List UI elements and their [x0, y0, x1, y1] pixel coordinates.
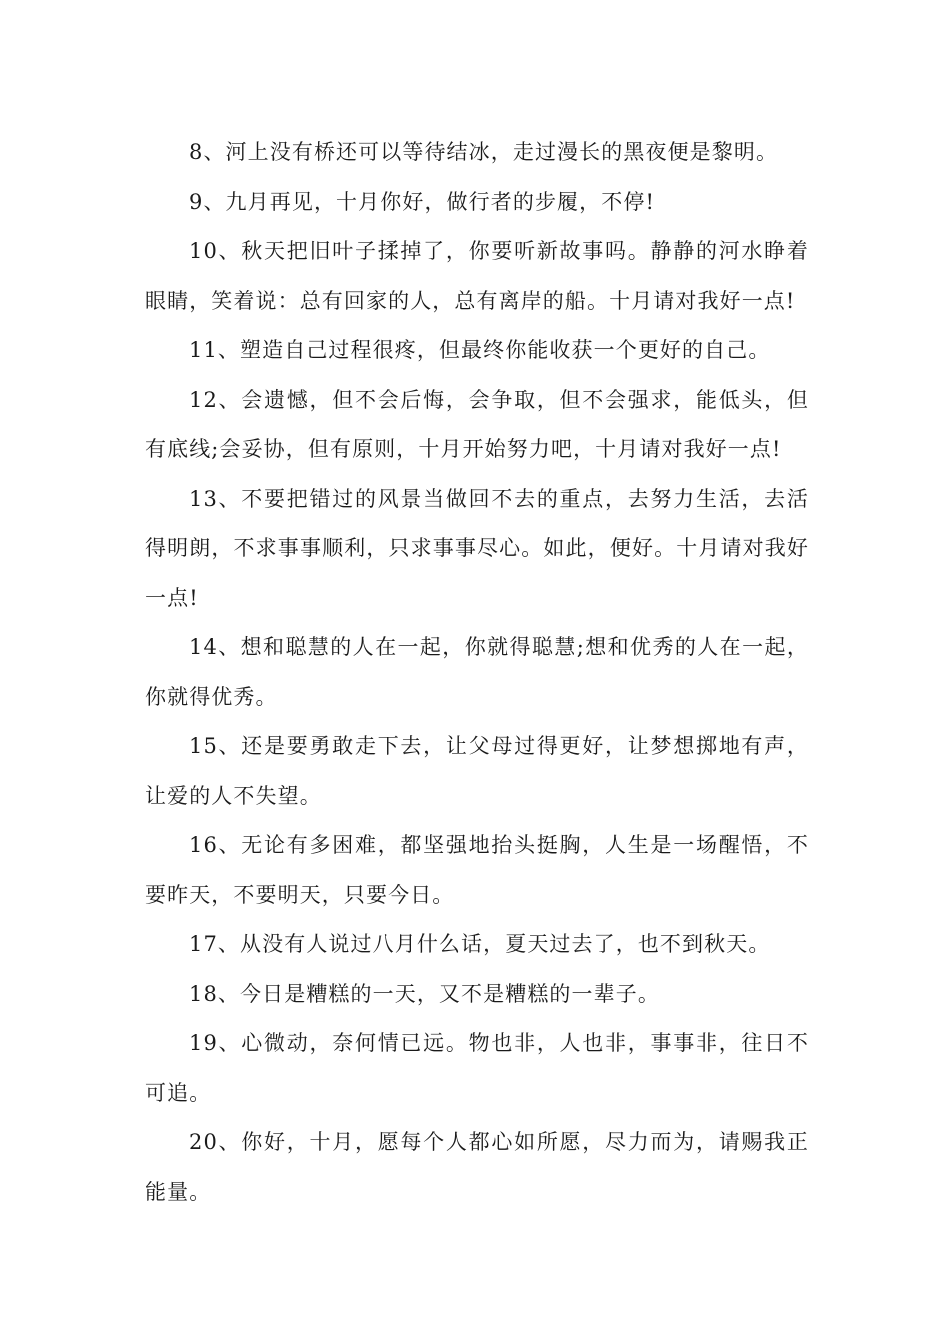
- paragraph-10: 10、秋天把旧叶子揉掉了，你要听新故事吗。静静的河水睁着眼睛，笑着说：总有回家的人，总有离岸的船。十月请对我好一点!: [145, 239, 809, 313]
- paragraph-14: 14、想和聪慧的人在一起，你就得聪慧;想和优秀的人在一起，你就得优秀。: [145, 635, 809, 709]
- paragraph-17: 17、从没有人说过八月什么话，夏天过去了，也不到秋天。: [189, 932, 771, 956]
- paragraph-19: 19、心微动，奈何情已远。物也非，人也非，事事非，往日不可追。: [145, 1031, 809, 1105]
- paragraph-13: 13、不要把错过的风景当做回不去的重点，去努力生活，去活得明朗，不求事事顺利，只求事事尽心。如此，便好。十月请对我好一点!: [145, 486, 809, 610]
- paragraph-20: 20、你好，十月，愿每个人都心如所愿，尽力而为，请赐我正能量。: [145, 1130, 809, 1204]
- paragraph-8: 8、河上没有桥还可以等待结冰，走过漫长的黑夜便是黎明。: [189, 140, 779, 164]
- paragraph-15: 15、还是要勇敢走下去，让父母过得更好，让梦想掷地有声，让爱的人不失望。: [145, 734, 809, 808]
- paragraph-18: 18、今日是糟糕的一天，又不是糟糕的一辈子。: [189, 981, 660, 1006]
- paragraph-12: 12、会遗憾，但不会后悔，会争取，但不会强求，能低头，但有底线;会妥协，但有原则，十月开始努力吧，十月请对我好一点!: [145, 387, 809, 461]
- document-body: [145, 128, 809, 1217]
- paragraph-16: 16、无论有多困难，都坚强地抬头挺胸，人生是一场醒悟，不要昨天，不要明天，只要今日。: [145, 833, 809, 907]
- paragraph-11: 11、塑造自己过程很疼，但最终你能收获一个更好的自己。: [189, 338, 771, 362]
- paragraph-9: 9、九月再见，十月你好，做行者的步履，不停!: [189, 189, 655, 214]
